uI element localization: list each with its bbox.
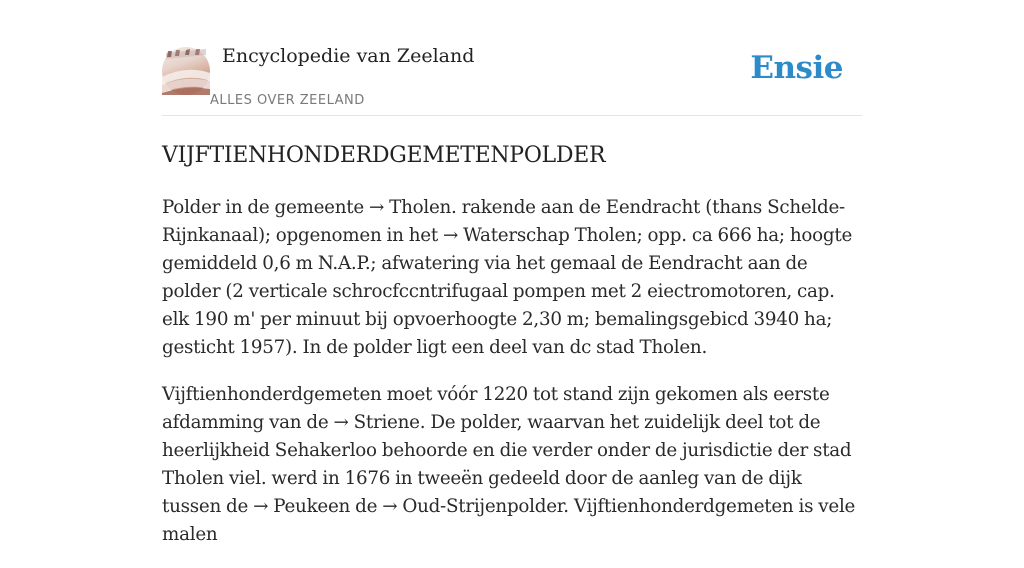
site-header	[162, 0, 862, 116]
site-subtitle: ALLES OVER ZEELAND	[210, 93, 365, 108]
site-title[interactable]: Encyclopedie van Zeeland	[222, 45, 475, 67]
article-title: VIJFTIENHONDERDGEMETENPOLDER	[162, 143, 606, 168]
article-body	[162, 194, 862, 549]
site-avatar[interactable]	[162, 47, 210, 95]
content-column	[162, 0, 862, 568]
article-paragraph-1: Polder in de gemeente → Tholen. rakende aan de Eendracht (thans Schelde-Rijnkanaal); opgenomen in het → Waterschap Tholen; opp. ca 666 ha; hoogte gemiddeld 0,6 m N.A.P.; afwatering via het gemaal de Eendracht aan de polder (2 verticale schrocfccntrifugaal pompen met 2 eiectromotoren, cap. elk 190 m' per minuut bij opvoerhoogte 2,30 m; bemalingsgebicd 3940 ha; gesticht 1957). In de polder ligt een deel van dc stad Tholen.	[162, 197, 853, 358]
article-paragraph-2: Vijftienhonderdgemeten moet vóór 1220 tot stand zijn gekomen als eerste afdamming van de → Striene. De polder, waarvan het zuidelijk deel tot de heerlijkheid Sehakerloo behoorde en die verder onder de jurisdictie der stad Tholen viel. werd in 1676 in tweeën gedeeld door de aanleg van de dijk tussen de → Peukeen de → Oud-Strijenpolder. Vijftienhonderdgemeten is vele malen	[162, 384, 856, 545]
brand-logo[interactable]: Ensie	[750, 50, 843, 86]
book-photo-icon	[162, 47, 210, 95]
